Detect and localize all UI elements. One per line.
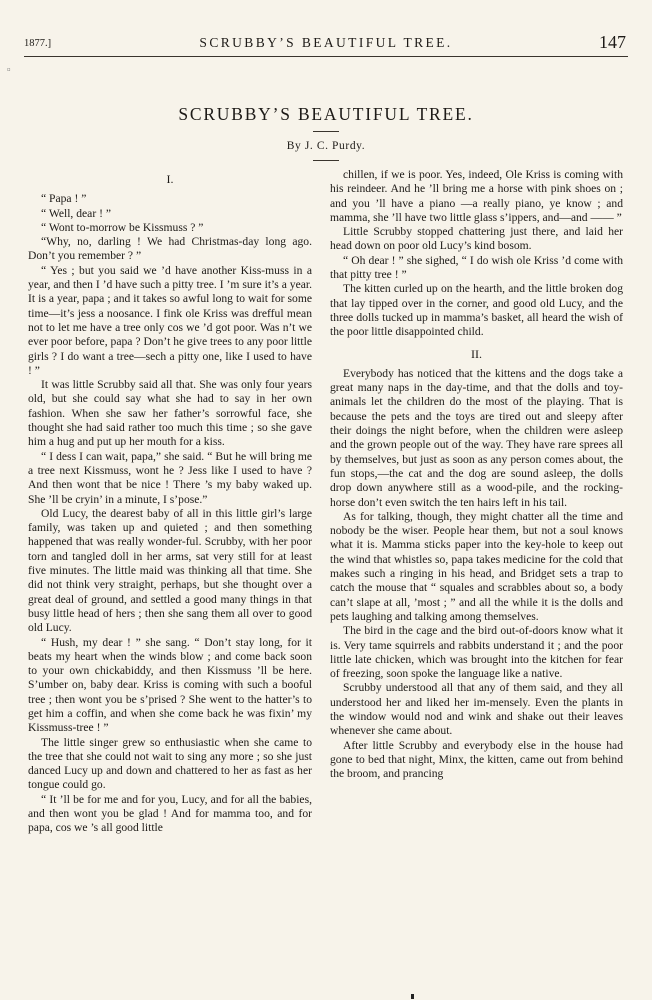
paragraph: “ Hush, my dear ! ” she sang. “ Don’t stay long, for it beats my heart when the winds blow ; and come back soon to your own chickabiddy, and then Kissmuss ’ll be here. S’umber on, baby dear. Kriss is coming with such a booful tree ; then wont you be s’prised ? She went to the hatter’s to get him a coffin, and when she come back he was fixin’ my Kissmuss-tree ! ” xyxy=(28,635,312,735)
right-column-paragraphs-part1 xyxy=(330,168,623,340)
left-column-paragraphs xyxy=(28,192,312,835)
page-number: 147 xyxy=(599,32,626,52)
paragraph: It was little Scrubby said all that. She was only four years old, but she could say what she had to say in her own fashion. When she saw her father’s sorrowful face, she thought she had said rather too much this time ; so she gave him a hug and put up her mouth for a kiss. xyxy=(28,378,312,449)
paragraph: “ Well, dear ! ” xyxy=(41,206,111,220)
byline-rule xyxy=(313,160,339,161)
paragraph: The little singer grew so enthusiastic when she came to the tree that she could not wait to sing any more ; so she just danced Lucy up and down and chattered to her as fast as her tongue could go. xyxy=(28,735,312,792)
paragraph: Little Scrubby stopped chattering just there, and laid her head down on poor old Lucy’s kind bosom. xyxy=(330,225,623,253)
paragraph: Everybody has noticed that the kittens and the dogs take a great many naps in the day-time, and that the dolls and toy-animals let the children do the most of the playing. That is because the pets and the toys are tired out and sleepy after their doings the night before, when the children were asleep and the grown people out of the way. They have rare sprees all by themselves, but just as soon as any person comes about, the fun stops,—the cat and the dog are sound asleep, the dolls drop down anywhere still as a wood-pile, and the rocking-horse don’t even switch the ten hairs left in his tail. xyxy=(330,366,623,509)
running-head xyxy=(24,32,628,57)
paragraph: chillen, if we is poor. Yes, indeed, Ole Kriss is coming with his reindeer. And he ’ll bring me a horse with pink shoes on ; and you ’ll have a piano —a really piano, ye know ; and mamma, she ’ll have two little glass s’ippers, and—and —— ” xyxy=(330,168,623,224)
bottom-ink-mark xyxy=(411,994,414,999)
paragraph: “ Wont to-morrow be Kissmuss ? ” xyxy=(41,220,204,234)
paragraph: The bird in the cage and the bird out-of-doors know what it is. Very tame squirrels and rabbits understand it ; and the poor little late chicken, which was brought into the kitchen for fear of freezing, soon spoke the language like a native. xyxy=(330,624,623,681)
paragraph: Old Lucy, the dearest baby of all in this little girl’s large family, was taken up and quieted ; and then something happened that was really wonder-ful. Scrubby, with her poor torn and tangled doll in her arms, sat very still for at least five minutes. The little maid was thinking all that time. She did not think very straight, perhaps, but she thought over a great deal of ground, and settled a good many things in that busy little head of hers ; then she sang them all over to good old Lucy. xyxy=(28,506,312,635)
paragraph: As for talking, though, they might chatter all the time and nobody be the wiser. People hear them, but not a soul knows what it is. Mamma sticks paper into the key-hole to keep out the wind that whistles so, papa takes medicine for the cold that makes such a ringing in his head, and Bridget sets a trap to catch the mouse that “ squales and scrabbles about so, a body can’t slape at all, ’most ; ” and all the while it is the dolls and pets laughing and talking among themselves. xyxy=(330,509,623,623)
paragraph: “ Papa ! ” xyxy=(41,192,87,206)
title-rule xyxy=(313,131,339,132)
section-heading-two: II. xyxy=(471,346,482,361)
section-heading-one: I. xyxy=(166,172,174,186)
paragraph: Scrubby understood all that any of them said, and they all understood her and liked her im-mensely. Even the plants in the window would nod and wink and shake out their leaves whenever she came about. xyxy=(330,681,623,738)
article-byline: By J. C. Purdy. xyxy=(286,140,366,152)
paragraph: “ It ’ll be for me and for you, Lucy, and for all the babies, and then wont you be glad ! And for mamma too, and for papa, cos we ’s all good little xyxy=(28,792,312,835)
right-column xyxy=(330,168,623,781)
paragraph: After little Scrubby and everybody else in the house had gone to bed that night, Minx, the kitten, came out from behind the broom, and prancing xyxy=(330,738,623,781)
running-head-title: SCRUBBY’S BEAUTIFUL TREE. xyxy=(199,35,453,50)
paragraph: “ Oh dear ! ” she sighed, “ I do wish ole Kriss ’d come with that pitty tree ! ” xyxy=(330,253,623,282)
paragraph: “Why, no, darling ! We had Christmas-day long ago. Don’t you remember ? ” xyxy=(28,235,312,263)
left-column xyxy=(28,168,312,836)
paragraph: “ Yes ; but you said we ’d have another Kiss-muss in a year, and then I ’d have such a pitty tree. I ’m sure it’s a year. It is a year, papa ; and it takes so awful long to wait for some time—it’s jess a noosance. I fink ole Kriss was drefful mean not to let me have a tree only cos we ’d got poor. Was n’t we ever poor before, papa ? Don’t he give trees to any poor little girls ? I do want a tree—sech a pitty one, like I used to have ! ” xyxy=(28,263,312,377)
paragraph: “ I dess I can wait, papa,” she said. “ But he will bring me a tree next Kissmuss, wont he ? Jess like I used to have ? And then wont that be nice ! There ’s my baby waked up. She ’ll be cryin’ in a minute, I s’pose.” xyxy=(28,449,312,506)
paragraph: The kitten curled up on the hearth, and the little broken dog that lay tipped over in the corner, and good old Lucy, and the three dolls tucked up in mamma’s basket, all heard the wish of the poor little disappointed child. xyxy=(330,282,623,339)
running-head-year: 1877.] xyxy=(24,38,52,49)
right-column-paragraphs-part2 xyxy=(330,367,623,782)
margin-mark: ¤ xyxy=(7,66,11,74)
article-title: SCRUBBY’S BEAUTIFUL TREE. xyxy=(178,104,474,124)
